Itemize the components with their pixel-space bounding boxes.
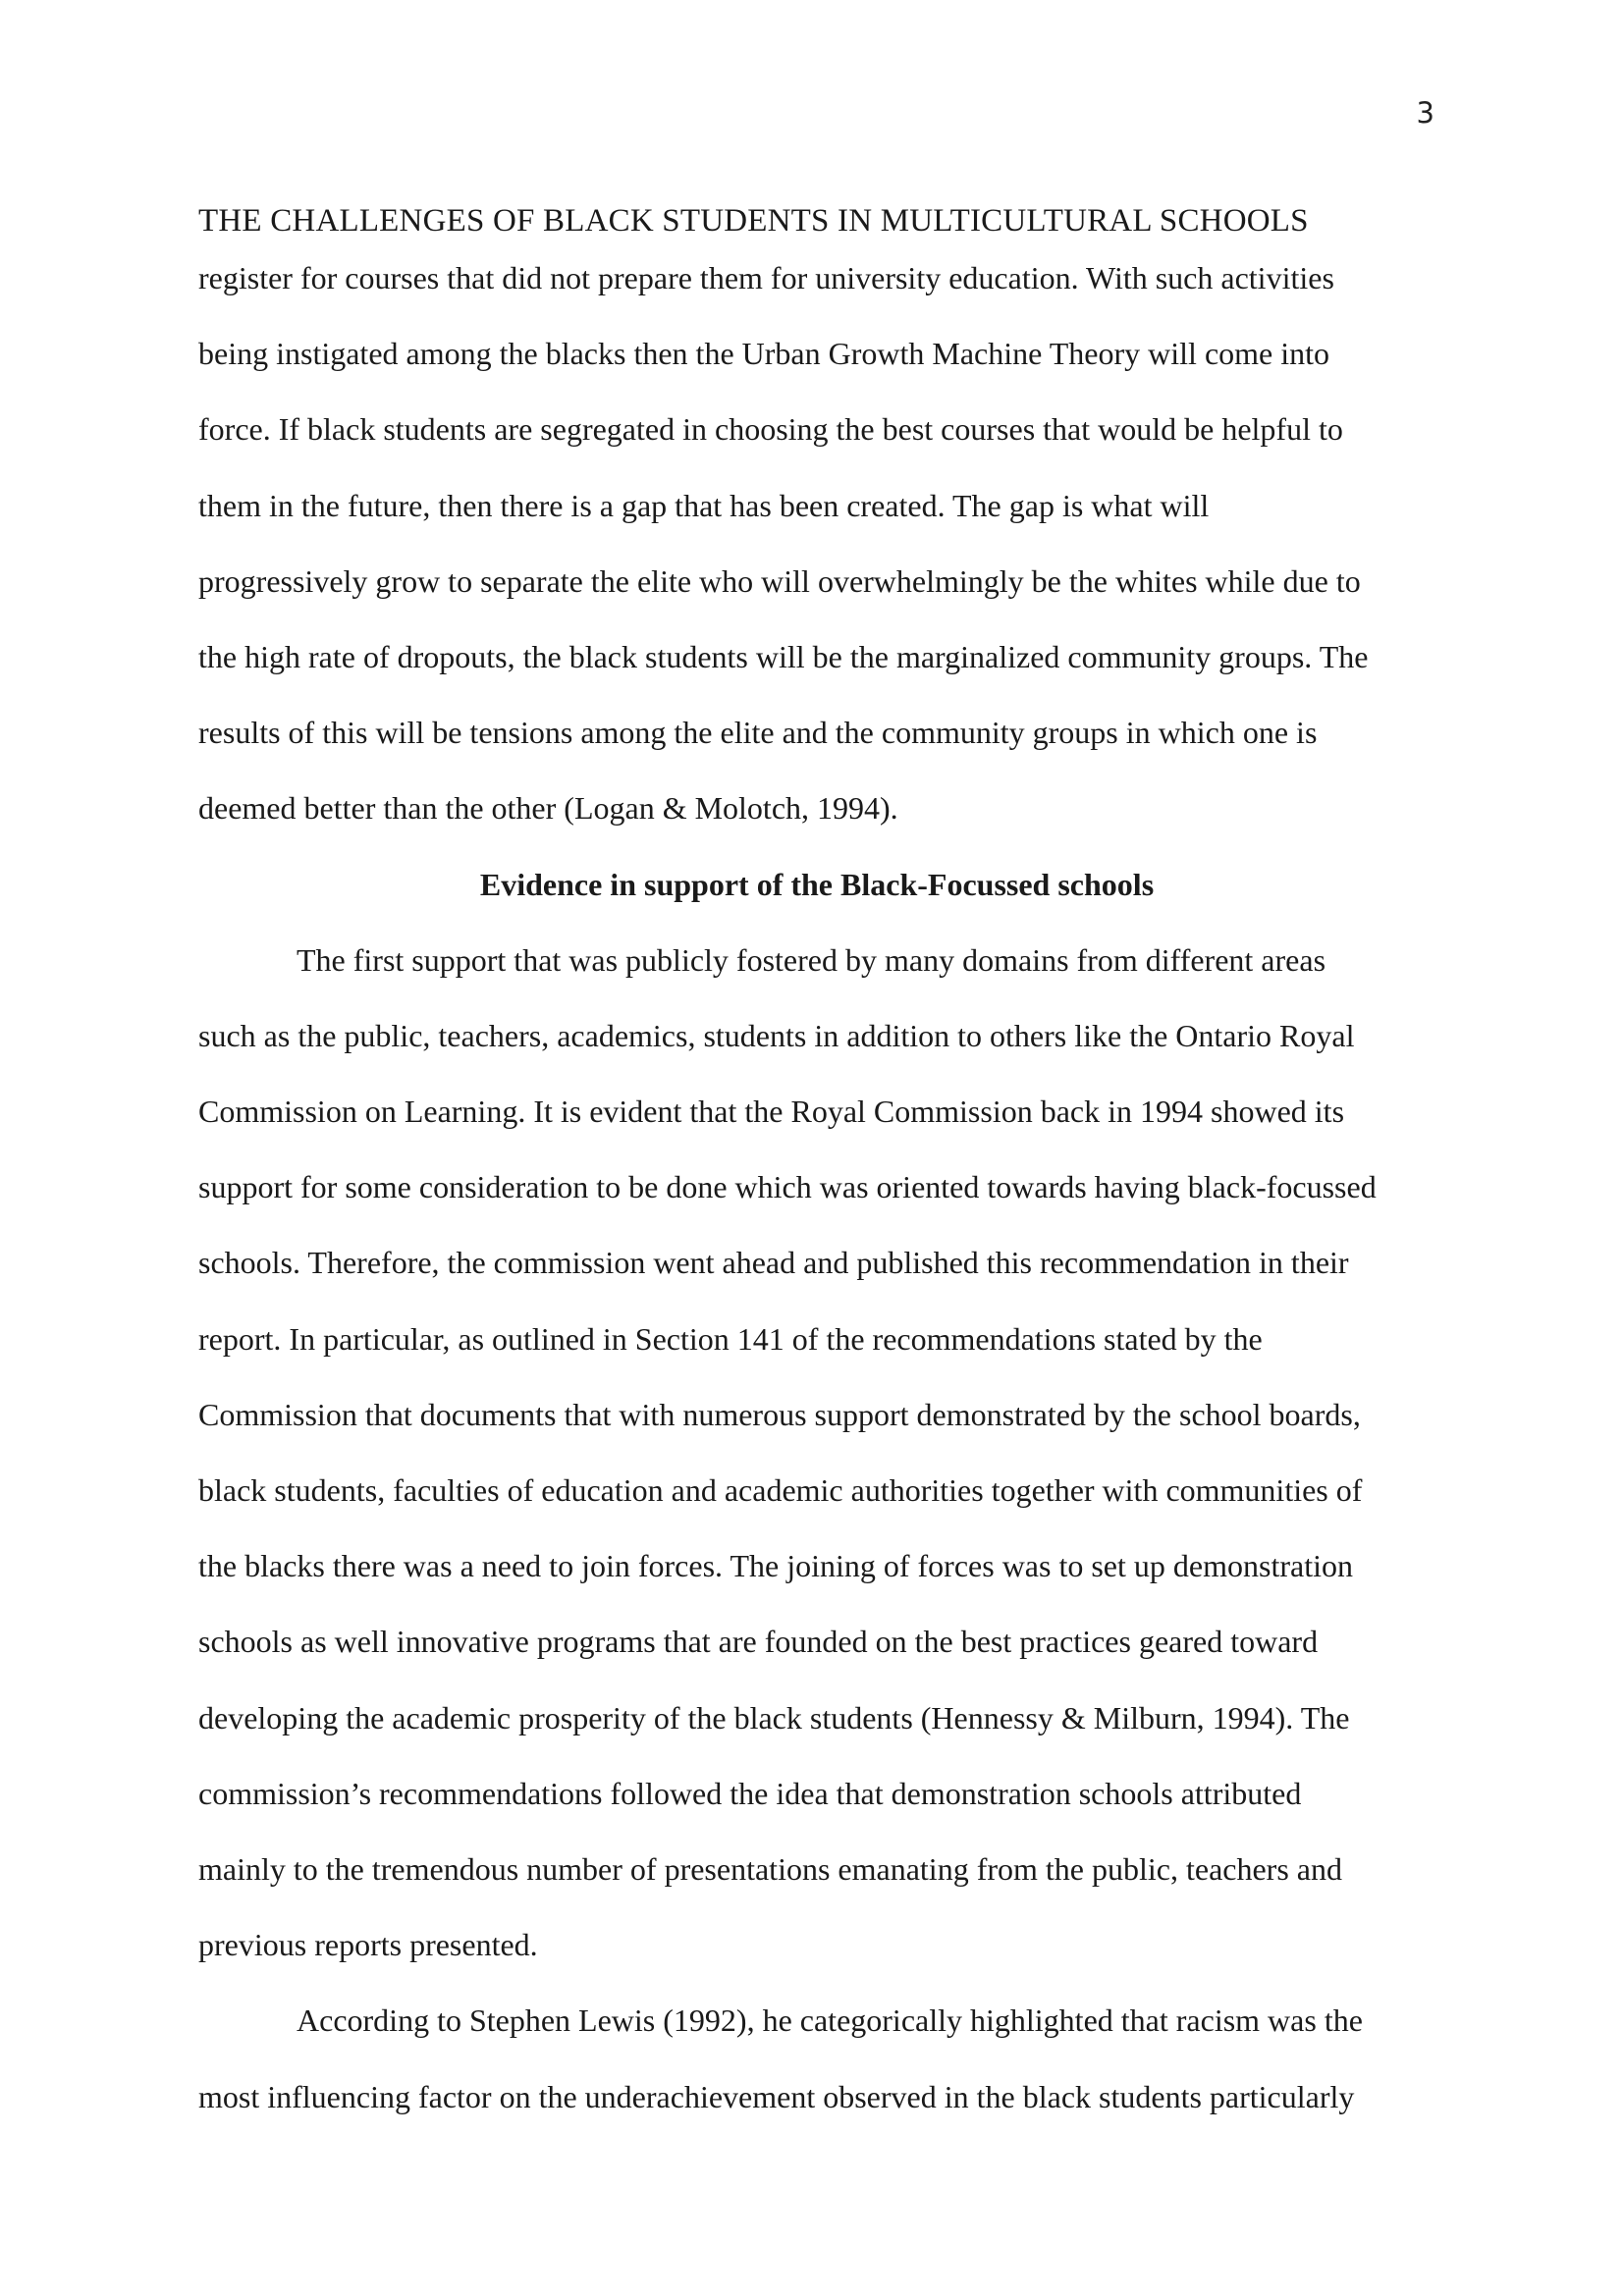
body-line: force. If black students are segregated in choosing the best courses that would be helpful to (198, 411, 1343, 448)
body-line: most influencing factor on the underachievement observed in the black students particularly (198, 2078, 1355, 2114)
paragraph-first-line: According to Stephen Lewis (1992), he categorically highlighted that racism was the (297, 2002, 1363, 2039)
body-line: deemed better than the other (Logan & Molotch, 1994). (198, 790, 898, 827)
body-line: schools as well innovative programs that are founded on the best practices geared toward (198, 1624, 1319, 1660)
body-line: register for courses that did not prepare them for university education. With such activities (198, 260, 1334, 295)
body-line: report. In particular, as outlined in Section 141 of the recommendations stated by the (198, 1320, 1263, 1357)
body-line: previous reports presented. (198, 1927, 538, 1963)
body-line: Commission on Learning. It is evident that the Royal Commission back in 1994 showed its (198, 1094, 1345, 1130)
page-number: 3 (1416, 96, 1434, 130)
document-body (198, 240, 1435, 2135)
body-line: the high rate of dropouts, the black students will be the marginalized community groups. The (198, 638, 1369, 674)
body-line: results of this will be tensions among the elite and the community groups in which one is (198, 715, 1318, 751)
body-line: black students, faculties of education and academic authorities together with communities of (198, 1472, 1363, 1508)
body-line: schools. Therefore, the commission went ahead and published this recommendation in their (198, 1245, 1349, 1281)
section-heading: Evidence in support of the Black-Focussed schools (479, 866, 1155, 902)
body-line: being instigated among the blacks then the Urban Growth Machine Theory will come into (198, 336, 1330, 372)
body-line: them in the future, then there is a gap that has been created. The gap is what will (198, 487, 1210, 523)
body-line: such as the public, teachers, academics, students in addition to others like the Ontario Royal (198, 1017, 1355, 1053)
body-line: developing the academic prosperity of the black students (Hennessy & Milburn, 1994). The (198, 1699, 1350, 1735)
body-line: the blacks there was a need to join forces. The joining of forces was to set up demonstration (198, 1548, 1353, 1584)
paragraph-first-line: The first support that was publicly fostered by many domains from different areas (297, 941, 1326, 978)
body-line: commission’s recommendations followed the idea that demonstration schools attributed (198, 1775, 1302, 1811)
body-line: support for some consideration to be done which was oriented towards having black-focussed (198, 1169, 1377, 1205)
body-line: progressively grow to separate the elite who will overwhelmingly be the whites while due to (198, 562, 1361, 599)
running-head: THE CHALLENGES OF BLACK STUDENTS IN MULTICULTURAL SCHOOLS (198, 203, 1309, 239)
body-line: mainly to the tremendous number of presentations emanating from the public, teachers and (198, 1850, 1342, 1887)
body-line: Commission that documents that with numerous support demonstrated by the school boards, (198, 1396, 1361, 1432)
